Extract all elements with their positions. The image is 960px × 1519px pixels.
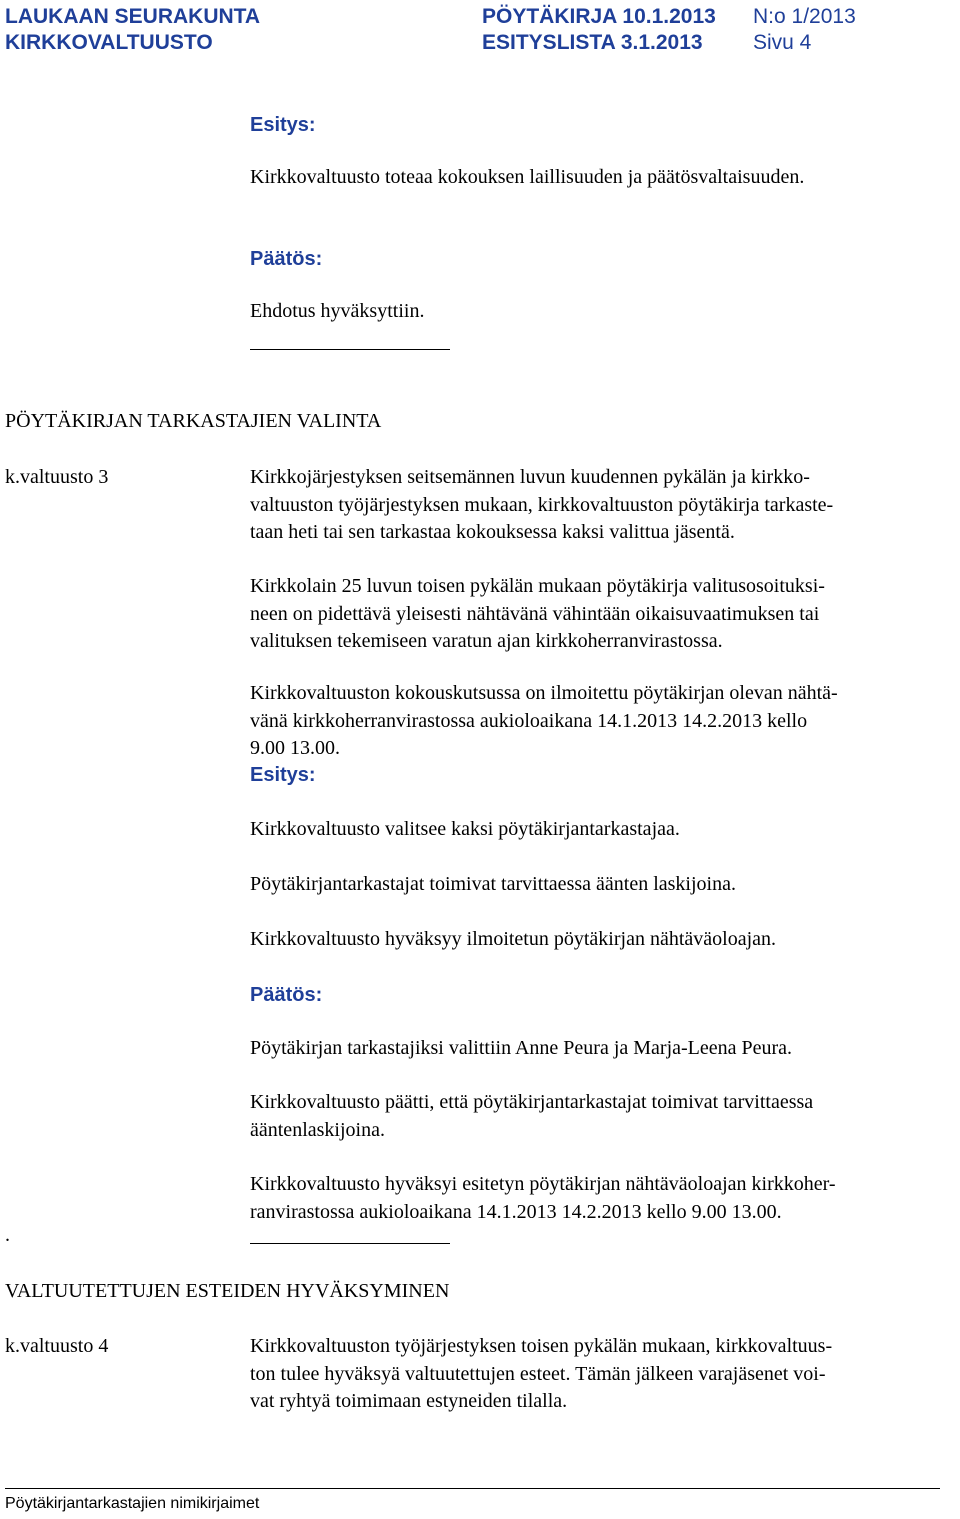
agenda-date: ESITYSLISTA 3.1.2013 bbox=[482, 31, 703, 54]
minutes-date: PÖYTÄKIRJA 10.1.2013 bbox=[482, 5, 716, 28]
organization-body: KIRKKOVALTUUSTO bbox=[5, 31, 213, 54]
separator-rule bbox=[250, 349, 450, 350]
decision-text: Ehdotus hyväksyttiin. bbox=[250, 300, 425, 322]
proposal-label: Esitys: bbox=[250, 114, 316, 136]
decision-label: Päätös: bbox=[250, 248, 323, 270]
proposal-label: Esitys: bbox=[250, 764, 316, 786]
page-number: Sivu 4 bbox=[753, 31, 812, 54]
footer-rule bbox=[5, 1488, 940, 1489]
proposal-line: Kirkkovaltuusto hyväksyy ilmoitetun pöytäkirjan nähtäväoloajan. bbox=[250, 928, 777, 950]
paragraph: Kirkkovaltuusto hyväksyi esitetyn pöytäkirjan nähtäväoloajan kirkkoher- ranvirastossa aukioloaikana 14.1.2013 14.2.2013 kello 9.00 13.00. bbox=[250, 1173, 836, 1223]
section-reference: k.valtuusto 3 bbox=[5, 466, 109, 488]
paragraph: Kirkkolain 25 luvun toisen pykälän mukaan pöytäkirja valitusosoituksi- neen on pidettävä yleisesti nähtävänä vähintään oikaisuvaatimuksen tai valituksen tekemiseen varatun ajan kirkkoherranvirastossa. bbox=[250, 575, 825, 652]
document-number: N:o 1/2013 bbox=[753, 5, 856, 28]
organization-name: LAUKAAN SEURAKUNTA bbox=[5, 5, 261, 28]
separator-rule bbox=[250, 1243, 450, 1244]
decision-line: Pöytäkirjan tarkastajiksi valittiin Anne Peura ja Marja-Leena Peura. bbox=[250, 1037, 793, 1059]
paragraph: Kirkkojärjestyksen seitsemännen luvun kuudennen pykälän ja kirkko- valtuuston työjärjestyksen mukaan, kirkkovaltuuston pöytäkirja tarkaste- taan heti tai sen tarkastaa kokouksessa kaksi valittua jäsentä. bbox=[250, 466, 834, 543]
paragraph: Kirkkovaltuuston työjärjestyksen toisen pykälän mukaan, kirkkovaltuus- ton tulee hyväksyä valtuutettujen esteet. Tämän jälkeen varajäsenet voi- vat ryhtyä toimimaan estyneiden tilalla. bbox=[250, 1335, 833, 1412]
proposal-line: Pöytäkirjantarkastajat toimivat tarvittaessa äänten laskijoina. bbox=[250, 873, 736, 895]
paragraph: Kirkkovaltuusto päätti, että pöytäkirjantarkastajat toimivat tarvittaessa ääntenlaskijoina. bbox=[250, 1091, 814, 1141]
proposal-text: Kirkkovaltuusto toteaa kokouksen laillisuuden ja päätösvaltaisuuden. bbox=[250, 166, 805, 188]
paragraph: Kirkkovaltuuston kokouskutsussa on ilmoitettu pöytäkirjan olevan nähtä- vänä kirkkoherranvirastossa aukioloaikana 14.1.2013 14.2.2013 kello 9.00 13.00. bbox=[250, 682, 838, 759]
decision-label: Päätös: bbox=[250, 984, 323, 1006]
section-heading: PÖYTÄKIRJAN TARKASTAJIEN VALINTA bbox=[5, 410, 382, 432]
stray-dot: . bbox=[5, 1224, 10, 1246]
proposal-line: Kirkkovaltuusto valitsee kaksi pöytäkirjantarkastajaa. bbox=[250, 818, 680, 840]
section-heading: VALTUUTETTUJEN ESTEIDEN HYVÄKSYMINEN bbox=[5, 1280, 450, 1302]
footer-label: Pöytäkirjantarkastajien nimikirjaimet bbox=[5, 1495, 260, 1512]
section-reference: k.valtuusto 4 bbox=[5, 1335, 109, 1357]
